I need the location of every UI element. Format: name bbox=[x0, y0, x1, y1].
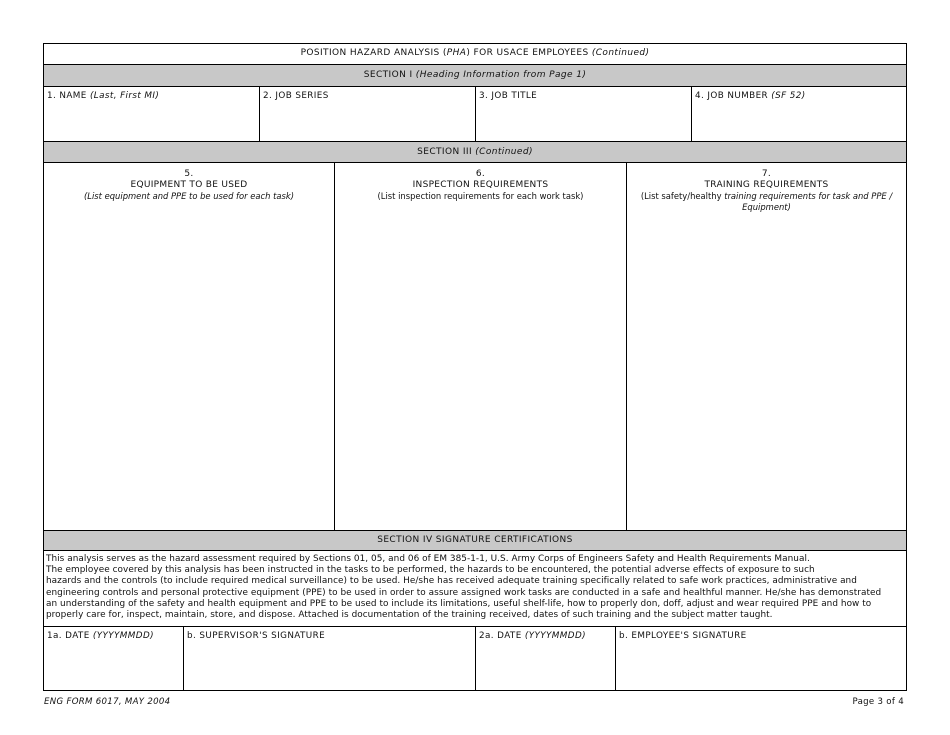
pha-form bbox=[43, 43, 907, 691]
employee-date-cell: 2a. DATE (YYYYMMDD) bbox=[476, 627, 616, 690]
section-3-header: SECTION III (Continued) bbox=[44, 142, 906, 163]
name-field[interactable] bbox=[47, 103, 256, 139]
section-1-header: SECTION I (Heading Information from Page 1) bbox=[44, 65, 906, 87]
job-number-cell: 4. JOB NUMBER (SF 52) bbox=[692, 87, 906, 141]
employee-date-field[interactable] bbox=[479, 643, 612, 688]
training-field[interactable] bbox=[630, 221, 903, 528]
supervisor-date-field[interactable] bbox=[47, 643, 180, 688]
section-4-header: SECTION IV SIGNATURE CERTIFICATIONS bbox=[44, 531, 906, 551]
signature-row bbox=[44, 627, 906, 690]
employee-signature-cell: b. EMPLOYEE'S SIGNATURE bbox=[616, 627, 906, 690]
equipment-field[interactable] bbox=[47, 211, 331, 528]
job-title-cell: 3. JOB TITLE bbox=[476, 87, 692, 141]
job-series-cell: 2. JOB SERIES bbox=[260, 87, 476, 141]
job-title-field[interactable] bbox=[479, 103, 688, 139]
section-3-columns bbox=[44, 163, 906, 531]
name-cell: 1. NAME (Last, First MI) bbox=[44, 87, 260, 141]
inspection-column: 6. INSPECTION REQUIREMENTS (List inspection requirements for each work task) bbox=[335, 163, 627, 530]
certification-text: This analysis serves as the hazard assessment required by Sections 01, 05, and 06 of EM 385-1-1, U.S. Army Corps of Engineers Safety and Health Requirements Manual. The employee covered by this analysis has been instructed in the tasks to be performed, the hazards to be encountered, the potential adverse effects of exposure to such hazards and the controls (to include required medical surveillance) to be used. He/she has received adequate training specifically related to safe work practices, administrative and engineering controls and personal protective equipment (PPE) to be used in order to assure assigned work tasks are conducted in a safe and healthful manner. He/she has demonstrated an understanding of the safety and health equipment and PPE to be used to include its limitations, useful shelf-life, how to properly don, doff, adjust and wear required PPE and how to properly care for, inspect, maintain, store, and dispose. Attached is documentation of the training received, dates of such training and the subject matter taught. bbox=[44, 551, 906, 627]
inspection-field[interactable] bbox=[338, 211, 623, 528]
job-number-field[interactable] bbox=[695, 103, 903, 139]
section-1-fields bbox=[44, 87, 906, 142]
supervisor-signature-field[interactable] bbox=[187, 643, 472, 688]
training-column: 7. TRAINING REQUIREMENTS (List safety/healthy training requirements for task and PPE / Equipment) bbox=[627, 163, 906, 530]
page-number: Page 3 of 4 bbox=[852, 697, 904, 707]
job-series-field[interactable] bbox=[263, 103, 472, 139]
form-identifier: ENG FORM 6017, MAY 2004 bbox=[44, 697, 171, 707]
equipment-column: 5. EQUIPMENT TO BE USED (List equipment and PPE to be used for each task) bbox=[44, 163, 335, 530]
supervisor-signature-cell: b. SUPERVISOR'S SIGNATURE bbox=[184, 627, 476, 690]
supervisor-date-cell: 1a. DATE (YYYYMMDD) bbox=[44, 627, 184, 690]
form-title: POSITION HAZARD ANALYSIS (PHA) FOR USACE EMPLOYEES (Continued) bbox=[44, 44, 906, 65]
employee-signature-field[interactable] bbox=[619, 643, 903, 688]
